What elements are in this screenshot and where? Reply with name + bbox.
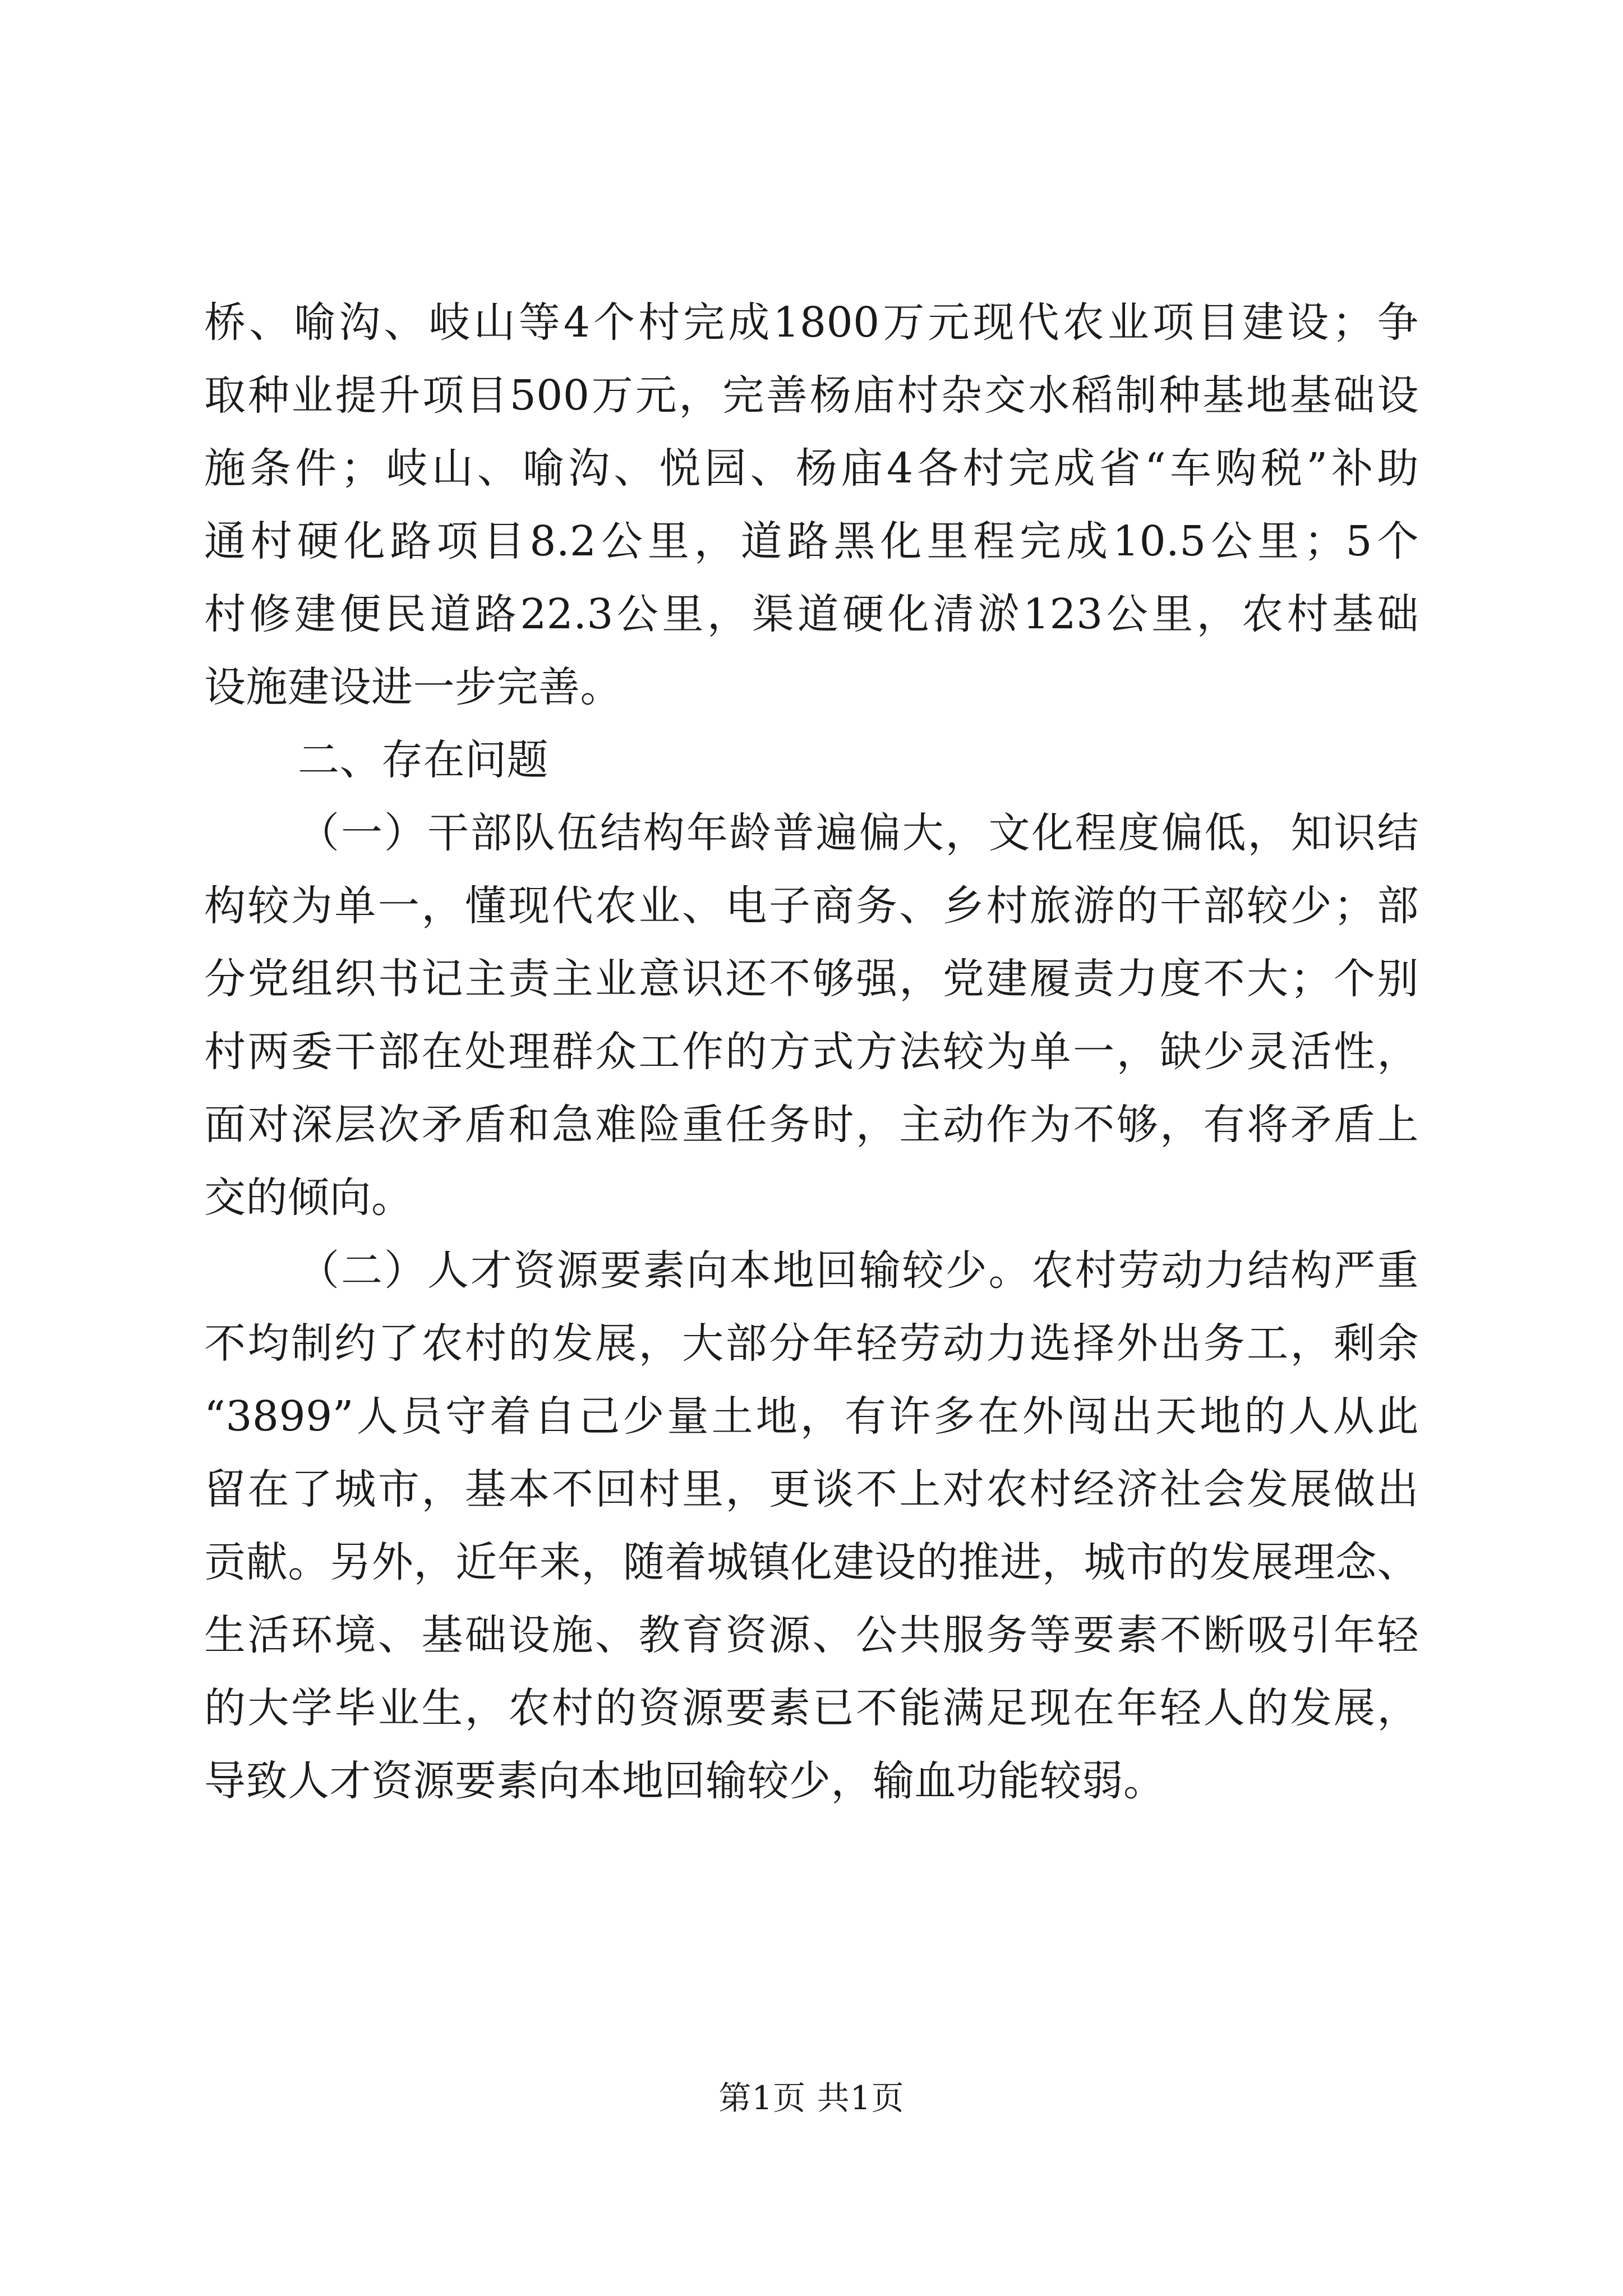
body-line: 村修建便民道路22.3公里，渠道硬化清淤123公里，农村基础: [204, 590, 1419, 638]
body-line: 村两委干部在处理群众工作的方式方法较为单一，缺少灵活性，: [204, 1028, 1419, 1076]
body-line: 贡献。另外，近年来，随着城镇化建设的推进，城市的发展理念、: [204, 1538, 1419, 1586]
body-line: 取种业提升项目500万元，完善杨庙村杂交水稻制种基地基础设: [204, 371, 1419, 420]
body-line: 交的倾向。: [204, 1174, 413, 1222]
body-line: 不均制约了农村的发展，大部分年轻劳动力选择外出务工，剩余: [204, 1319, 1419, 1368]
body-line: 施条件；岐山、喻沟、悦园、杨庙4各村完成省“车购税”补助: [204, 444, 1419, 493]
body-line: 分党组织书记主责主业意识还不够强，党建履责力度不大；个别: [204, 955, 1419, 1003]
body-line: 面对深层次矛盾和急难险重任务时，主动作为不够，有将矛盾上: [204, 1101, 1419, 1149]
section-heading: 二、存在问题: [298, 736, 548, 784]
body-line: 构较为单一，懂现代农业、电子商务、乡村旅游的干部较少；部: [204, 882, 1419, 930]
body-line: 通村硬化路项目8.2公里，道路黑化里程完成10.5公里；5个: [204, 517, 1419, 565]
body-line: 的大学毕业生，农村的资源要素已不能满足现在年轻人的发展，: [204, 1684, 1419, 1732]
page-footer: 第1页 共1页: [718, 2079, 905, 2117]
body-line: 设施建设进一步完善。: [204, 663, 622, 711]
body-line: 生活环境、基础设施、教育资源、公共服务等要素不断吸引年轻: [204, 1611, 1419, 1659]
body-line: “3899”人员守着自己少量土地，有许多在外闯出天地的人从此: [204, 1392, 1419, 1441]
paragraph-first-line: （二）人才资源要素向本地回输较少。农村劳动力结构严重: [298, 1246, 1419, 1295]
body-line: 桥、喻沟、岐山等4个村完成1800万元现代农业项目建设；争: [204, 298, 1419, 347]
paragraph-first-line: （一）干部队伍结构年龄普遍偏大，文化程度偏低，知识结: [298, 809, 1419, 857]
body-line: 留在了城市，基本不回村里，更谈不上对农村经济社会发展做出: [204, 1465, 1419, 1513]
body-line: 导致人才资源要素向本地回输较少，输血功能较弱。: [204, 1757, 1165, 1805]
